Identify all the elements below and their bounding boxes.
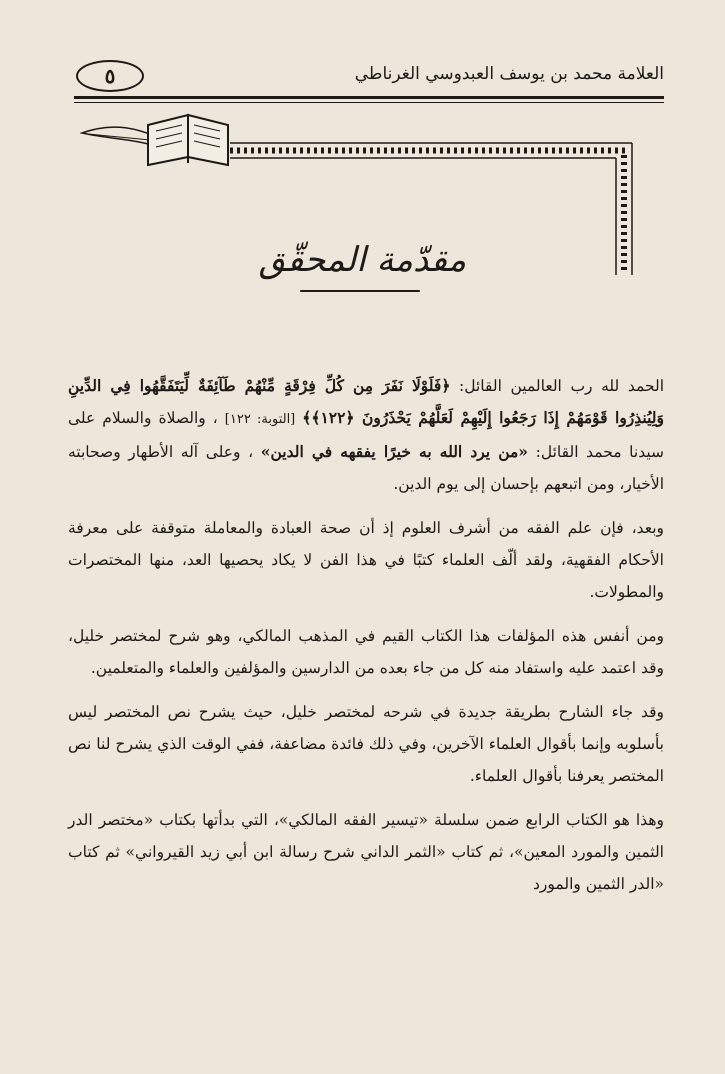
page-number-badge: ٥ (76, 60, 144, 92)
paragraph: وهذا هو الكتاب الرابع ضمن سلسلة «تيسير الفقه المالكي»، التي بدأتها بكتاب «مختصر الدر الثمين والمورد المعين»، ثم كتاب «الثمر الداني شرح رسالة ابن أبي زيد القيرواني» ثم كتاب «الدر الثمين والمورد (68, 811, 664, 893)
open-book-icon (148, 115, 228, 165)
intro-text: الحمد لله رب العالمين القائل: (450, 377, 665, 395)
paragraph: ومن أنفس هذه المؤلفات هذا الكتاب القيم في المذهب المالكي، وهو شرح لمختصر خليل، وقد اعتمد عليه واستفاد منه كل من جاء بعده من الدارسين والمؤلفين والعلماء والمتعلمين. (68, 627, 664, 677)
header-rule (74, 96, 664, 99)
quran-verse: ﴿فَلَوْلَا نَفَرَ مِن كُلِّ فِرْقَةٍ مِّنْهُمْ طَآئِفَةٌ لِّيَتَفَقَّهُوا فِي الدِّينِ وَلِيُنذِرُوا قَوْمَهُمْ إِذَا رَجَعُوا إِلَيْهِمْ لَعَلَّهُمْ يَحْذَرُونَ ﴿١٢٢﴾﴾ (68, 376, 664, 427)
salutation-text: ، والصلاة والسلام على سيدنا محمد القائل: (68, 409, 664, 461)
header-rule-thin (74, 102, 664, 103)
verse-reference: [التوبة: ١٢٢] (224, 412, 296, 427)
hadith-quote: «من يرد الله به خيرًا يفقهه في الدين» (260, 442, 528, 461)
closing-text: ، وعلى آله الأطهار وصحابته الأخيار، ومن اتبعهم بإحسان إلى يوم الدين. (68, 443, 664, 493)
body-text (68, 370, 664, 912)
paragraph: وقد جاء الشارح بطريقة جديدة في شرحه لمختصر خليل، حيث يشرح نص المختصر ليس بأسلوبه وإنما بأقوال العلماء الآخرين، وفي ذلك فائدة مضاعفة، ففي الوقت الذي يشرح لنا نص المختصر يعرفنا بأقوال العلماء. (68, 703, 664, 785)
paragraph (68, 370, 664, 500)
paragraph: وبعد، فإن علم الفقه من أشرف العلوم إذ أن صحة العبادة والمعاملة متوقفة على معرفة الأحكام الفقهية، ولقد ألّف العلماء كتبًا في هذا الفن لا يكاد يحصيها العد، منها المختصرات والمطولات. (68, 519, 664, 601)
title-underline (300, 290, 420, 292)
running-title: العلامة محمد بن يوسف العبدوسي الغرناطي (354, 64, 664, 84)
section-title: مقدّمة المحقّق (258, 240, 467, 280)
running-header (64, 58, 664, 98)
